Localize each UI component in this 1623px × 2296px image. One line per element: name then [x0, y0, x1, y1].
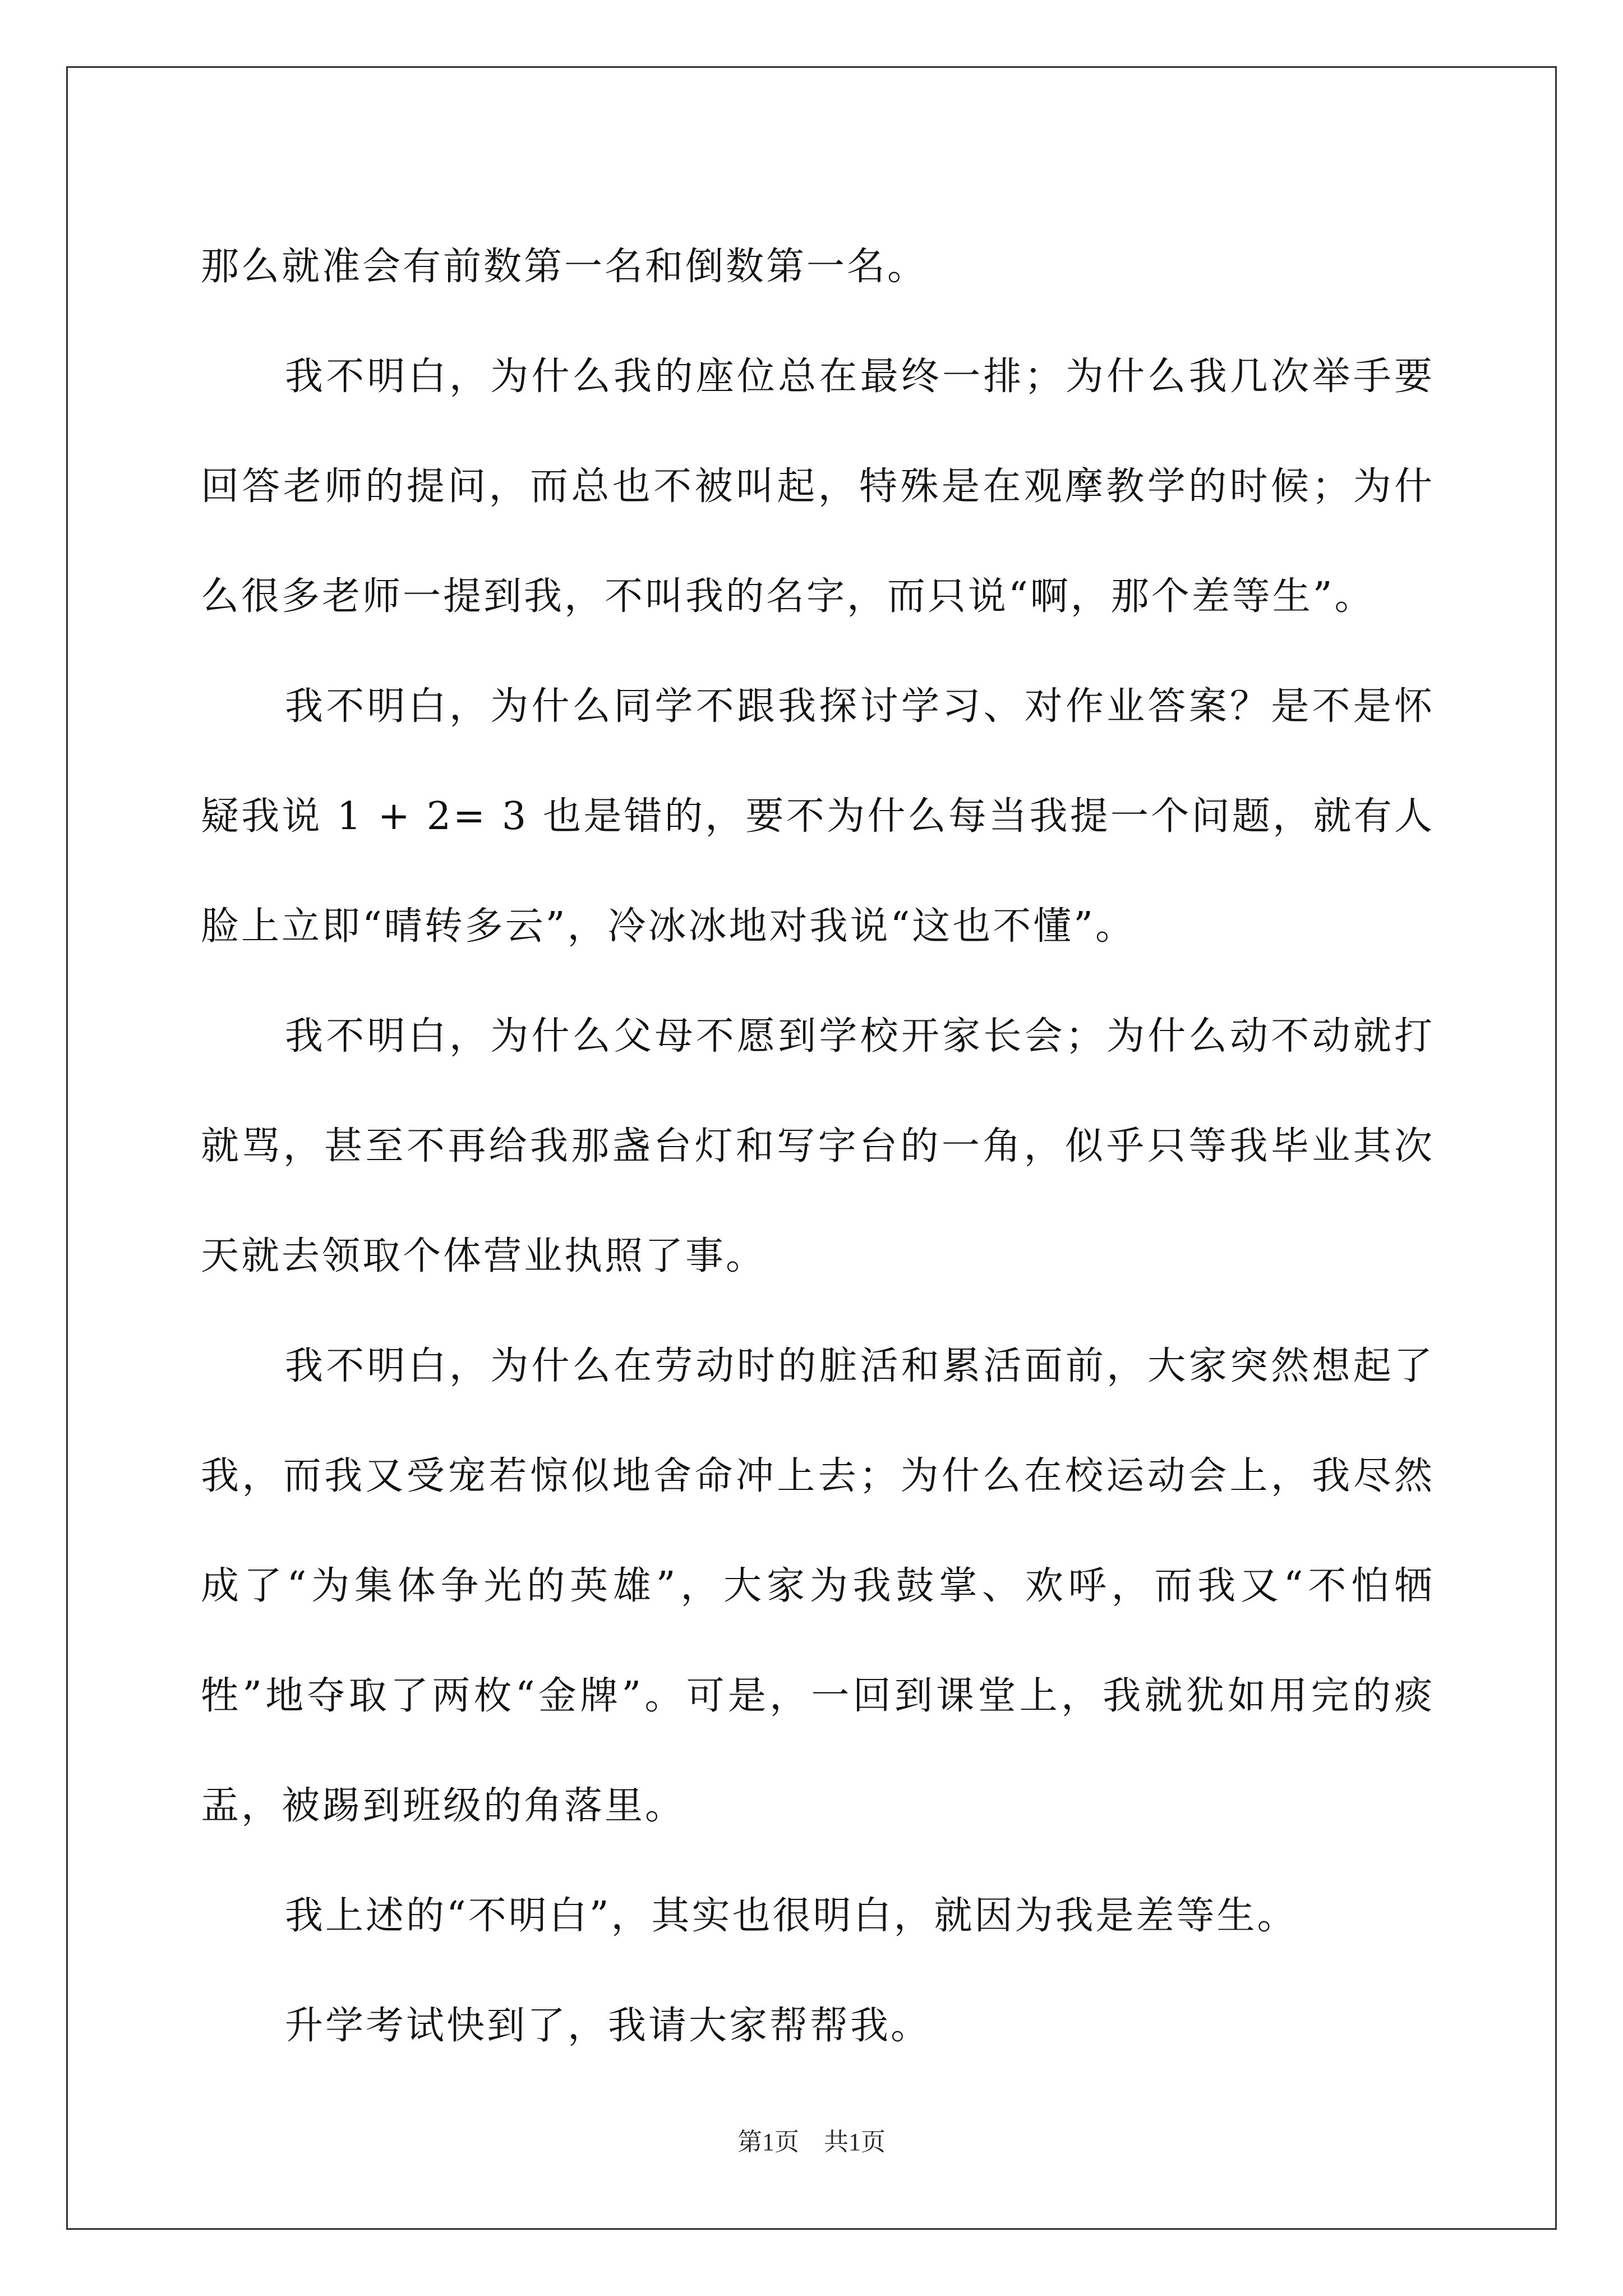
paragraph-4: 我不明白，为什么父母不愿到学校开家长会；为什么动不动就打就骂，甚至不再给我那盏台灯和写字台的一角，似乎只等我毕业其次天就去领取个体营业执照了事。 [201, 1014, 1435, 1278]
paragraph-3: 我不明白，为什么同学不跟我探讨学习、对作业答案？是不是怀疑我说 1 + 2= 3 也是错的，要不为什么每当我提一个问题，就有人脸上立即“晴转多云”，冷冰冰地对我说“这也不懂”。 [201, 684, 1435, 949]
document-body [201, 212, 1435, 2081]
paragraph-2: 我不明白，为什么我的座位总在最终一排；为什么我几次举手要回答老师的提问，而总也不被叫起，特殊是在观摩教学的时候；为什么很多老师一提到我，不叫我的名字，而只说“啊，那个差等生”。 [201, 355, 1435, 619]
page-footer: 第1页 共1页 [737, 2128, 886, 2156]
paragraph-1: 那么就准会有前数第一名和倒数第一名。 [201, 245, 928, 289]
paragraph-6: 我上述的“不明白”，其实也很明白，就因为我是差等生。 [285, 1894, 1298, 1938]
paragraph-5: 我不明白，为什么在劳动时的脏活和累活面前，大家突然想起了我，而我又受宠若惊似地舍命冲上去；为什么在校运动会上，我尽然成了“为集体争光的英雄”，大家为我鼓掌、欢呼，而我又“不怕牺牲”地夺取了两枚“金牌”。可是，一回到课堂上，我就犹如用完的痰盂，被踢到班级的角落里。 [201, 1344, 1435, 1828]
paragraph-7: 升学考试快到了，我请大家帮帮我。 [285, 2004, 932, 2048]
